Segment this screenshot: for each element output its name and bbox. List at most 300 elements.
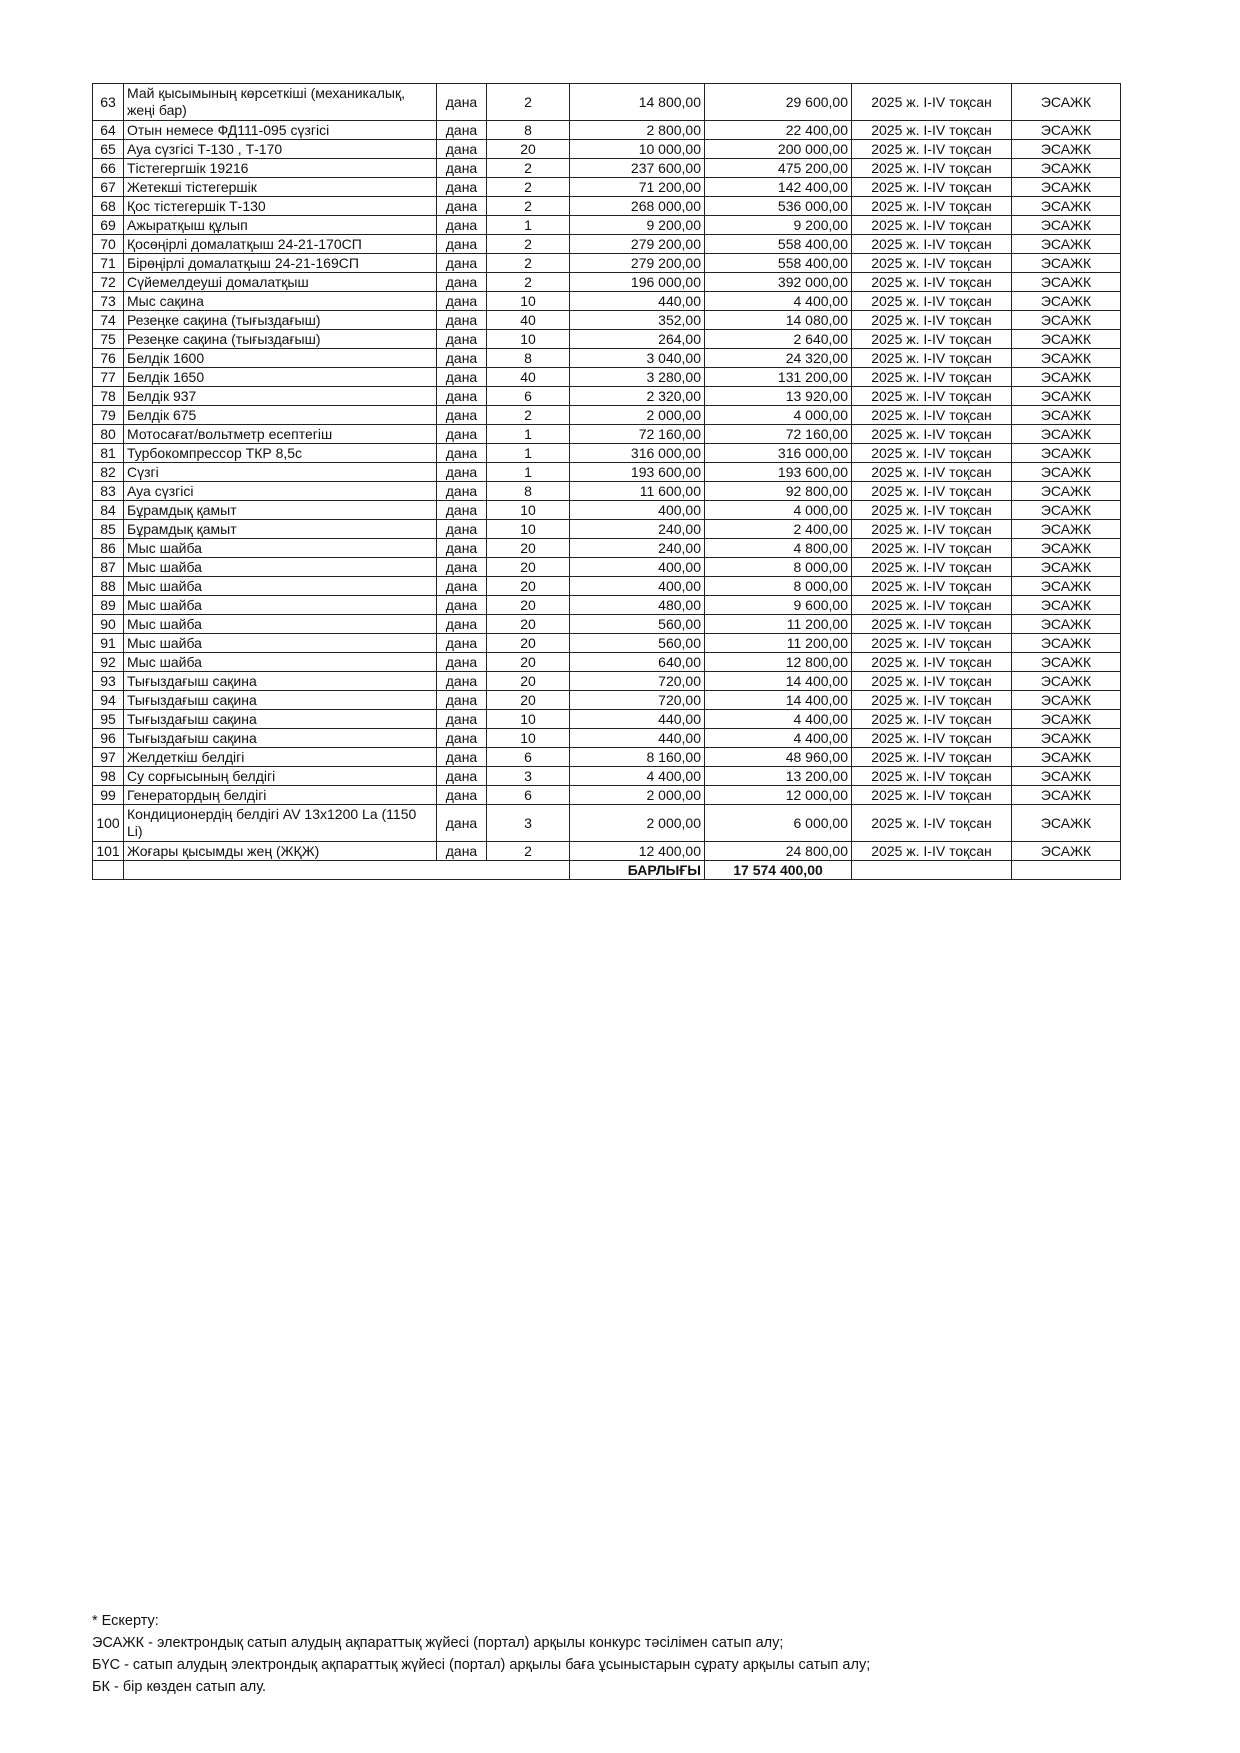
- cell-price: 440,00: [570, 729, 705, 748]
- cell-unit: дана: [437, 235, 487, 254]
- cell-no: 63: [93, 84, 124, 121]
- cell-sum: 14 400,00: [705, 672, 852, 691]
- total-empty-period: [852, 861, 1012, 880]
- cell-sum: 475 200,00: [705, 159, 852, 178]
- cell-sum: 193 600,00: [705, 463, 852, 482]
- cell-no: 73: [93, 292, 124, 311]
- cell-name: Ауа сүзгісі: [124, 482, 437, 501]
- cell-qty: 40: [487, 311, 570, 330]
- cell-qty: 10: [487, 710, 570, 729]
- cell-sum: 92 800,00: [705, 482, 852, 501]
- cell-sum: 392 000,00: [705, 273, 852, 292]
- cell-price: 640,00: [570, 653, 705, 672]
- cell-sum: 8 000,00: [705, 558, 852, 577]
- cell-period: 2025 ж. I-IV тоқсан: [852, 710, 1012, 729]
- cell-name: Бірөңірлі домалатқыш 24-21-169СП: [124, 254, 437, 273]
- cell-unit: дана: [437, 463, 487, 482]
- cell-price: 71 200,00: [570, 178, 705, 197]
- cell-no: 83: [93, 482, 124, 501]
- cell-price: 2 800,00: [570, 121, 705, 140]
- cell-qty: 8: [487, 349, 570, 368]
- cell-method: ЭСАЖК: [1012, 748, 1121, 767]
- cell-name: Сүзгі: [124, 463, 437, 482]
- cell-name: Мыс шайба: [124, 615, 437, 634]
- cell-period: 2025 ж. I-IV тоқсан: [852, 140, 1012, 159]
- cell-period: 2025 ж. I-IV тоқсан: [852, 577, 1012, 596]
- cell-price: 560,00: [570, 634, 705, 653]
- cell-no: 96: [93, 729, 124, 748]
- table-row: [93, 501, 1121, 520]
- cell-unit: дана: [437, 729, 487, 748]
- cell-sum: 24 800,00: [705, 842, 852, 861]
- cell-name: Май қысымының көрсеткіші (механикалық, жеңі бар): [124, 84, 437, 121]
- cell-name: Белдік 1600: [124, 349, 437, 368]
- cell-no: 100: [93, 805, 124, 842]
- cell-period: 2025 ж. I-IV тоқсан: [852, 273, 1012, 292]
- cell-price: 720,00: [570, 672, 705, 691]
- cell-qty: 2: [487, 235, 570, 254]
- cell-no: 66: [93, 159, 124, 178]
- cell-period: 2025 ж. I-IV тоқсан: [852, 235, 1012, 254]
- cell-name: Ажыратқыш құлып: [124, 216, 437, 235]
- cell-sum: 6 000,00: [705, 805, 852, 842]
- cell-sum: 29 600,00: [705, 84, 852, 121]
- cell-sum: 4 400,00: [705, 729, 852, 748]
- cell-period: 2025 ж. I-IV тоқсан: [852, 805, 1012, 842]
- cell-method: ЭСАЖК: [1012, 254, 1121, 273]
- cell-unit: дана: [437, 84, 487, 121]
- cell-qty: 6: [487, 748, 570, 767]
- table-row: [93, 387, 1121, 406]
- table-row: [93, 520, 1121, 539]
- cell-method: ЭСАЖК: [1012, 178, 1121, 197]
- table-row: [93, 425, 1121, 444]
- cell-method: ЭСАЖК: [1012, 140, 1121, 159]
- cell-qty: 20: [487, 634, 570, 653]
- cell-name: Бұрамдық қамыт: [124, 520, 437, 539]
- cell-period: 2025 ж. I-IV тоқсан: [852, 501, 1012, 520]
- cell-unit: дана: [437, 197, 487, 216]
- cell-method: ЭСАЖК: [1012, 691, 1121, 710]
- cell-period: 2025 ж. I-IV тоқсан: [852, 311, 1012, 330]
- cell-qty: 3: [487, 805, 570, 842]
- cell-no: 69: [93, 216, 124, 235]
- cell-method: ЭСАЖК: [1012, 406, 1121, 425]
- cell-price: 560,00: [570, 615, 705, 634]
- cell-price: 279 200,00: [570, 235, 705, 254]
- cell-method: ЭСАЖК: [1012, 577, 1121, 596]
- cell-no: 86: [93, 539, 124, 558]
- cell-name: Тығыздағыш сақина: [124, 729, 437, 748]
- table-row: [93, 596, 1121, 615]
- cell-no: 70: [93, 235, 124, 254]
- cell-qty: 20: [487, 672, 570, 691]
- cell-name: Қосөңірлі домалатқыш 24-21-170СП: [124, 235, 437, 254]
- cell-unit: дана: [437, 767, 487, 786]
- cell-price: 440,00: [570, 292, 705, 311]
- cell-no: 101: [93, 842, 124, 861]
- cell-name: Сүйемелдеуші домалатқыш: [124, 273, 437, 292]
- cell-qty: 1: [487, 444, 570, 463]
- cell-price: 14 800,00: [570, 84, 705, 121]
- cell-period: 2025 ж. I-IV тоқсан: [852, 387, 1012, 406]
- table-row: [93, 729, 1121, 748]
- cell-name: Белдік 937: [124, 387, 437, 406]
- cell-unit: дана: [437, 159, 487, 178]
- cell-qty: 10: [487, 292, 570, 311]
- procurement-table: [92, 83, 1121, 880]
- cell-unit: дана: [437, 786, 487, 805]
- cell-sum: 558 400,00: [705, 235, 852, 254]
- cell-name: Генератордың белдігі: [124, 786, 437, 805]
- cell-period: 2025 ж. I-IV тоқсан: [852, 539, 1012, 558]
- cell-qty: 2: [487, 159, 570, 178]
- cell-name: Белдік 1650: [124, 368, 437, 387]
- cell-unit: дана: [437, 748, 487, 767]
- table-row: [93, 691, 1121, 710]
- cell-unit: дана: [437, 425, 487, 444]
- cell-method: ЭСАЖК: [1012, 596, 1121, 615]
- cell-method: ЭСАЖК: [1012, 292, 1121, 311]
- cell-sum: 131 200,00: [705, 368, 852, 387]
- cell-period: 2025 ж. I-IV тоқсан: [852, 292, 1012, 311]
- table-row: [93, 368, 1121, 387]
- cell-sum: 22 400,00: [705, 121, 852, 140]
- cell-period: 2025 ж. I-IV тоқсан: [852, 463, 1012, 482]
- cell-method: ЭСАЖК: [1012, 311, 1121, 330]
- cell-no: 97: [93, 748, 124, 767]
- cell-sum: 13 200,00: [705, 767, 852, 786]
- cell-no: 95: [93, 710, 124, 729]
- cell-unit: дана: [437, 672, 487, 691]
- cell-period: 2025 ж. I-IV тоқсан: [852, 349, 1012, 368]
- cell-price: 264,00: [570, 330, 705, 349]
- cell-price: 480,00: [570, 596, 705, 615]
- table-row: [93, 254, 1121, 273]
- cell-qty: 2: [487, 84, 570, 121]
- cell-unit: дана: [437, 596, 487, 615]
- cell-method: ЭСАЖК: [1012, 805, 1121, 842]
- cell-price: 240,00: [570, 539, 705, 558]
- cell-sum: 13 920,00: [705, 387, 852, 406]
- table-row: [93, 406, 1121, 425]
- cell-qty: 20: [487, 577, 570, 596]
- cell-no: 64: [93, 121, 124, 140]
- cell-no: 89: [93, 596, 124, 615]
- cell-period: 2025 ж. I-IV тоқсан: [852, 558, 1012, 577]
- cell-unit: дана: [437, 842, 487, 861]
- cell-period: 2025 ж. I-IV тоқсан: [852, 406, 1012, 425]
- total-empty-no: [93, 861, 124, 880]
- cell-sum: 9 600,00: [705, 596, 852, 615]
- cell-method: ЭСАЖК: [1012, 444, 1121, 463]
- cell-method: ЭСАЖК: [1012, 710, 1121, 729]
- cell-period: 2025 ж. I-IV тоқсан: [852, 121, 1012, 140]
- cell-qty: 1: [487, 216, 570, 235]
- cell-qty: 10: [487, 729, 570, 748]
- cell-unit: дана: [437, 292, 487, 311]
- cell-price: 268 000,00: [570, 197, 705, 216]
- total-empty-method: [1012, 861, 1121, 880]
- cell-unit: дана: [437, 121, 487, 140]
- cell-period: 2025 ж. I-IV тоқсан: [852, 84, 1012, 121]
- cell-price: 193 600,00: [570, 463, 705, 482]
- cell-period: 2025 ж. I-IV тоқсан: [852, 159, 1012, 178]
- cell-sum: 536 000,00: [705, 197, 852, 216]
- table-row: [93, 292, 1121, 311]
- cell-qty: 2: [487, 254, 570, 273]
- cell-unit: дана: [437, 406, 487, 425]
- cell-method: ЭСАЖК: [1012, 501, 1121, 520]
- cell-sum: 24 320,00: [705, 349, 852, 368]
- cell-method: ЭСАЖК: [1012, 672, 1121, 691]
- cell-name: Резеңке сақина (тығыздағыш): [124, 330, 437, 349]
- cell-period: 2025 ж. I-IV тоқсан: [852, 615, 1012, 634]
- table-row: [93, 84, 1121, 121]
- cell-no: 68: [93, 197, 124, 216]
- cell-unit: дана: [437, 311, 487, 330]
- cell-period: 2025 ж. I-IV тоқсан: [852, 748, 1012, 767]
- cell-no: 98: [93, 767, 124, 786]
- cell-period: 2025 ж. I-IV тоқсан: [852, 216, 1012, 235]
- cell-price: 240,00: [570, 520, 705, 539]
- cell-unit: дана: [437, 501, 487, 520]
- cell-sum: 14 400,00: [705, 691, 852, 710]
- cell-qty: 8: [487, 482, 570, 501]
- cell-sum: 4 000,00: [705, 406, 852, 425]
- cell-unit: дана: [437, 368, 487, 387]
- cell-qty: 2: [487, 178, 570, 197]
- cell-name: Қос тістегершік Т-130: [124, 197, 437, 216]
- cell-method: ЭСАЖК: [1012, 349, 1121, 368]
- cell-period: 2025 ж. I-IV тоқсан: [852, 482, 1012, 501]
- cell-sum: 200 000,00: [705, 140, 852, 159]
- footnote-line: БК - бір көзден сатып алу.: [92, 1679, 267, 1695]
- cell-no: 81: [93, 444, 124, 463]
- cell-unit: дана: [437, 349, 487, 368]
- cell-unit: дана: [437, 615, 487, 634]
- cell-sum: 12 000,00: [705, 786, 852, 805]
- cell-qty: 6: [487, 387, 570, 406]
- cell-method: ЭСАЖК: [1012, 729, 1121, 748]
- cell-price: 316 000,00: [570, 444, 705, 463]
- cell-price: 2 000,00: [570, 786, 705, 805]
- table-row: [93, 558, 1121, 577]
- cell-method: ЭСАЖК: [1012, 520, 1121, 539]
- table-row: [93, 539, 1121, 558]
- table-row: [93, 710, 1121, 729]
- cell-unit: дана: [437, 387, 487, 406]
- cell-sum: 14 080,00: [705, 311, 852, 330]
- cell-no: 99: [93, 786, 124, 805]
- cell-sum: 48 960,00: [705, 748, 852, 767]
- cell-no: 65: [93, 140, 124, 159]
- cell-period: 2025 ж. I-IV тоқсан: [852, 672, 1012, 691]
- cell-price: 2 000,00: [570, 805, 705, 842]
- cell-price: 400,00: [570, 501, 705, 520]
- cell-qty: 10: [487, 501, 570, 520]
- cell-method: ЭСАЖК: [1012, 786, 1121, 805]
- cell-no: 80: [93, 425, 124, 444]
- cell-unit: дана: [437, 539, 487, 558]
- cell-sum: 72 160,00: [705, 425, 852, 444]
- cell-period: 2025 ж. I-IV тоқсан: [852, 596, 1012, 615]
- cell-no: 88: [93, 577, 124, 596]
- cell-price: 720,00: [570, 691, 705, 710]
- cell-price: 2 320,00: [570, 387, 705, 406]
- footnote-line: БҮС - сатып алудың электрондық ақпараттық жүйесі (портал) арқылы баға ұсыныстарын сұрату арқылы сатып алу;: [92, 1657, 871, 1673]
- cell-unit: дана: [437, 273, 487, 292]
- table-row: [93, 842, 1121, 861]
- cell-price: 8 160,00: [570, 748, 705, 767]
- cell-unit: дана: [437, 178, 487, 197]
- table-row: [93, 767, 1121, 786]
- cell-no: 74: [93, 311, 124, 330]
- cell-qty: 3: [487, 767, 570, 786]
- cell-no: 85: [93, 520, 124, 539]
- cell-sum: 4 000,00: [705, 501, 852, 520]
- cell-method: ЭСАЖК: [1012, 558, 1121, 577]
- cell-qty: 20: [487, 691, 570, 710]
- table-row: [93, 121, 1121, 140]
- cell-unit: дана: [437, 330, 487, 349]
- cell-no: 67: [93, 178, 124, 197]
- table-row: [93, 178, 1121, 197]
- cell-no: 71: [93, 254, 124, 273]
- cell-method: ЭСАЖК: [1012, 330, 1121, 349]
- cell-name: Мыс шайба: [124, 653, 437, 672]
- cell-method: ЭСАЖК: [1012, 767, 1121, 786]
- cell-unit: дана: [437, 254, 487, 273]
- table-row: [93, 748, 1121, 767]
- cell-price: 440,00: [570, 710, 705, 729]
- cell-name: Мыс сақина: [124, 292, 437, 311]
- cell-method: ЭСАЖК: [1012, 634, 1121, 653]
- cell-unit: дана: [437, 805, 487, 842]
- cell-unit: дана: [437, 691, 487, 710]
- cell-no: 75: [93, 330, 124, 349]
- total-row: [93, 861, 1121, 880]
- cell-no: 82: [93, 463, 124, 482]
- table-row: [93, 482, 1121, 501]
- cell-sum: 12 800,00: [705, 653, 852, 672]
- cell-name: Жоғары қысымды жең (ЖҚЖ): [124, 842, 437, 861]
- cell-qty: 8: [487, 121, 570, 140]
- table-row: [93, 463, 1121, 482]
- table-row: [93, 615, 1121, 634]
- cell-no: 90: [93, 615, 124, 634]
- cell-price: 237 600,00: [570, 159, 705, 178]
- cell-unit: дана: [437, 558, 487, 577]
- cell-unit: дана: [437, 577, 487, 596]
- table-row: [93, 216, 1121, 235]
- cell-price: 2 000,00: [570, 406, 705, 425]
- cell-period: 2025 ж. I-IV тоқсан: [852, 691, 1012, 710]
- cell-period: 2025 ж. I-IV тоқсан: [852, 425, 1012, 444]
- cell-name: Мыс шайба: [124, 558, 437, 577]
- cell-price: 400,00: [570, 558, 705, 577]
- table-row: [93, 444, 1121, 463]
- cell-no: 77: [93, 368, 124, 387]
- cell-name: Турбокомпрессор ТКР 8,5с: [124, 444, 437, 463]
- cell-name: Тістегергшік 19216: [124, 159, 437, 178]
- cell-no: 78: [93, 387, 124, 406]
- cell-name: Мотосағат/вольтметр есептегіш: [124, 425, 437, 444]
- table-row: [93, 672, 1121, 691]
- table-row: [93, 786, 1121, 805]
- cell-unit: дана: [437, 216, 487, 235]
- total-value: 17 574 400,00: [705, 861, 852, 880]
- cell-period: 2025 ж. I-IV тоқсан: [852, 178, 1012, 197]
- cell-price: 3 280,00: [570, 368, 705, 387]
- cell-qty: 40: [487, 368, 570, 387]
- cell-method: ЭСАЖК: [1012, 159, 1121, 178]
- cell-name: Жетекші тістегершік: [124, 178, 437, 197]
- cell-method: ЭСАЖК: [1012, 273, 1121, 292]
- cell-name: Тығыздағыш сақина: [124, 691, 437, 710]
- cell-sum: 2 400,00: [705, 520, 852, 539]
- table-row: [93, 311, 1121, 330]
- cell-sum: 4 400,00: [705, 710, 852, 729]
- cell-sum: 316 000,00: [705, 444, 852, 463]
- cell-unit: дана: [437, 444, 487, 463]
- cell-qty: 2: [487, 197, 570, 216]
- table-row: [93, 805, 1121, 842]
- cell-name: Мыс шайба: [124, 634, 437, 653]
- cell-period: 2025 ж. I-IV тоқсан: [852, 842, 1012, 861]
- cell-method: ЭСАЖК: [1012, 84, 1121, 121]
- cell-sum: 9 200,00: [705, 216, 852, 235]
- cell-method: ЭСАЖК: [1012, 539, 1121, 558]
- cell-name: Мыс шайба: [124, 596, 437, 615]
- cell-price: 3 040,00: [570, 349, 705, 368]
- cell-price: 11 600,00: [570, 482, 705, 501]
- table-row: [93, 577, 1121, 596]
- footnote-line: ЭСАЖК - электрондық сатып алудың ақпараттық жүйесі (портал) арқылы конкурс тәсілімен сатып алу;: [92, 1635, 784, 1651]
- cell-price: 9 200,00: [570, 216, 705, 235]
- cell-unit: дана: [437, 520, 487, 539]
- cell-method: ЭСАЖК: [1012, 197, 1121, 216]
- cell-qty: 20: [487, 653, 570, 672]
- table-row: [93, 349, 1121, 368]
- cell-qty: 10: [487, 330, 570, 349]
- cell-qty: 10: [487, 520, 570, 539]
- cell-period: 2025 ж. I-IV тоқсан: [852, 197, 1012, 216]
- cell-method: ЭСАЖК: [1012, 121, 1121, 140]
- cell-period: 2025 ж. I-IV тоқсан: [852, 653, 1012, 672]
- cell-name: Кондиционердің белдігі AV 13x1200 La (1150 Li): [124, 805, 437, 842]
- cell-qty: 20: [487, 539, 570, 558]
- cell-unit: дана: [437, 653, 487, 672]
- cell-name: Тығыздағыш сақина: [124, 672, 437, 691]
- cell-qty: 2: [487, 273, 570, 292]
- cell-method: ЭСАЖК: [1012, 463, 1121, 482]
- cell-method: ЭСАЖК: [1012, 368, 1121, 387]
- cell-no: 91: [93, 634, 124, 653]
- cell-no: 84: [93, 501, 124, 520]
- cell-period: 2025 ж. I-IV тоқсан: [852, 330, 1012, 349]
- cell-no: 79: [93, 406, 124, 425]
- cell-name: Ауа сүзгісі Т-130 , Т-170: [124, 140, 437, 159]
- cell-period: 2025 ж. I-IV тоқсан: [852, 634, 1012, 653]
- cell-name: Тығыздағыш сақина: [124, 710, 437, 729]
- cell-qty: 20: [487, 558, 570, 577]
- cell-qty: 1: [487, 425, 570, 444]
- cell-price: 12 400,00: [570, 842, 705, 861]
- cell-period: 2025 ж. I-IV тоқсан: [852, 729, 1012, 748]
- cell-price: 72 160,00: [570, 425, 705, 444]
- cell-period: 2025 ж. I-IV тоқсан: [852, 767, 1012, 786]
